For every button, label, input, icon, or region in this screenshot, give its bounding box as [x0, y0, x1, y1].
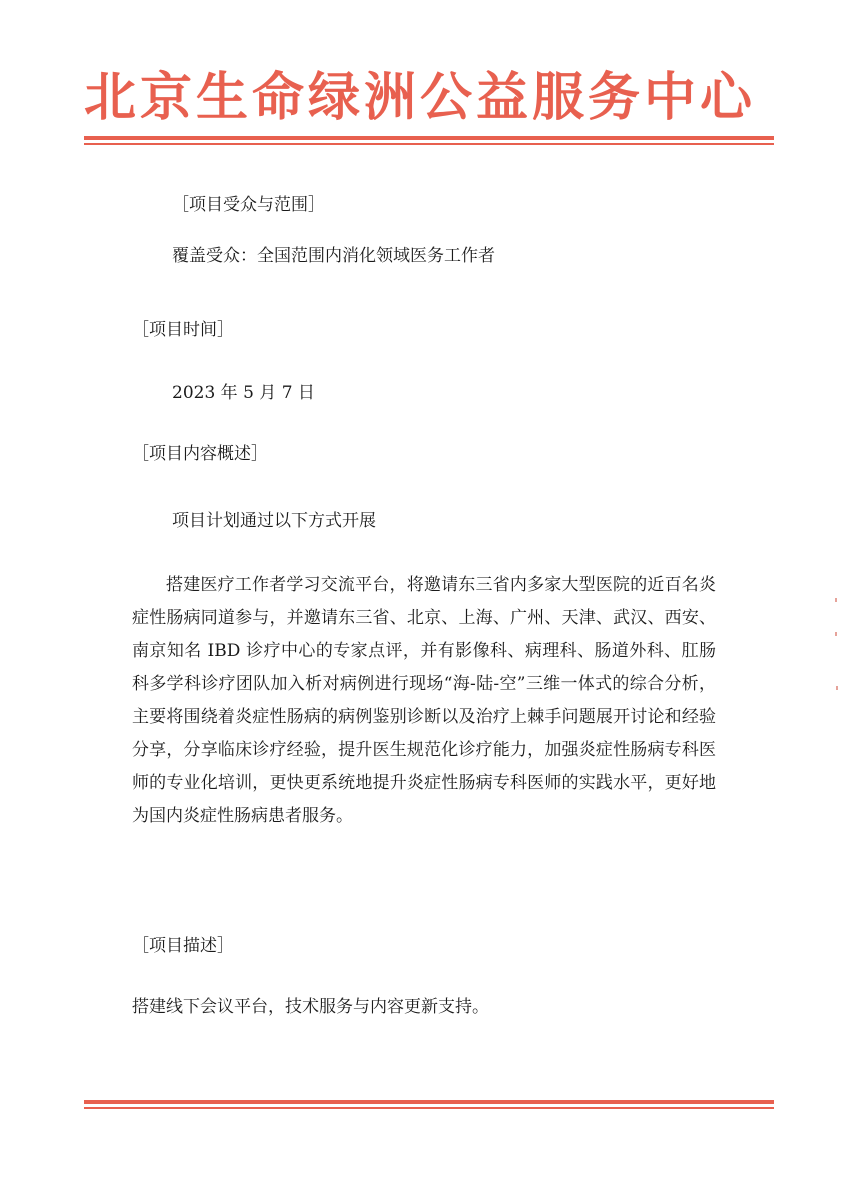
- audience-heading: ［项目受众与范围］: [172, 195, 325, 215]
- header-rule-thin: [84, 143, 774, 145]
- time-heading: ［项目时间］: [132, 320, 234, 340]
- overview-heading: ［项目内容概述］: [132, 444, 268, 464]
- margin-mark: [835, 632, 837, 636]
- description-heading: ［项目描述］: [132, 936, 234, 956]
- overview-intro: 项目计划通过以下方式开展: [172, 511, 376, 531]
- footer-rule-thick: [84, 1100, 774, 1104]
- letterhead-title: 北京生命绿洲公益服务中心: [84, 68, 757, 128]
- description-text: 搭建线下会议平台，技术服务与内容更新支持。: [132, 997, 489, 1017]
- header-rule-thick: [84, 136, 774, 140]
- time-text: 2023 年 5 月 7 日: [172, 383, 315, 403]
- audience-text: 覆盖受众：全国范围内消化领域医务工作者: [172, 246, 495, 266]
- overview-body: 搭建医疗工作者学习交流平台，将邀请东三省内多家大型医院的近百名炎症性肠病同道参与，并邀请东三省、北京、上海、广州、天津、武汉、西安、南京知名 IBD 诊疗中心的专家点评，并有影像科、病理科、肠道外科、肛肠科多学科诊疗团队加入析对病例进行现场“海-陆-空”三维一体式的综合分析，主要将围绕着炎症性肠病的病例鉴别诊断以及治疗上棘手问题展开讨论和经验分享，分享临床诊疗经验，提升医生规范化诊疗能力，加强炎症性肠病专科医师的专业化培训，更快更系统地提升炎症性肠病专科医师的实践水平，更好地为国内炎症性肠病患者服务。: [132, 575, 716, 826]
- margin-mark: [835, 598, 837, 602]
- margin-mark: [836, 686, 838, 690]
- footer-rule-thin: [84, 1107, 774, 1109]
